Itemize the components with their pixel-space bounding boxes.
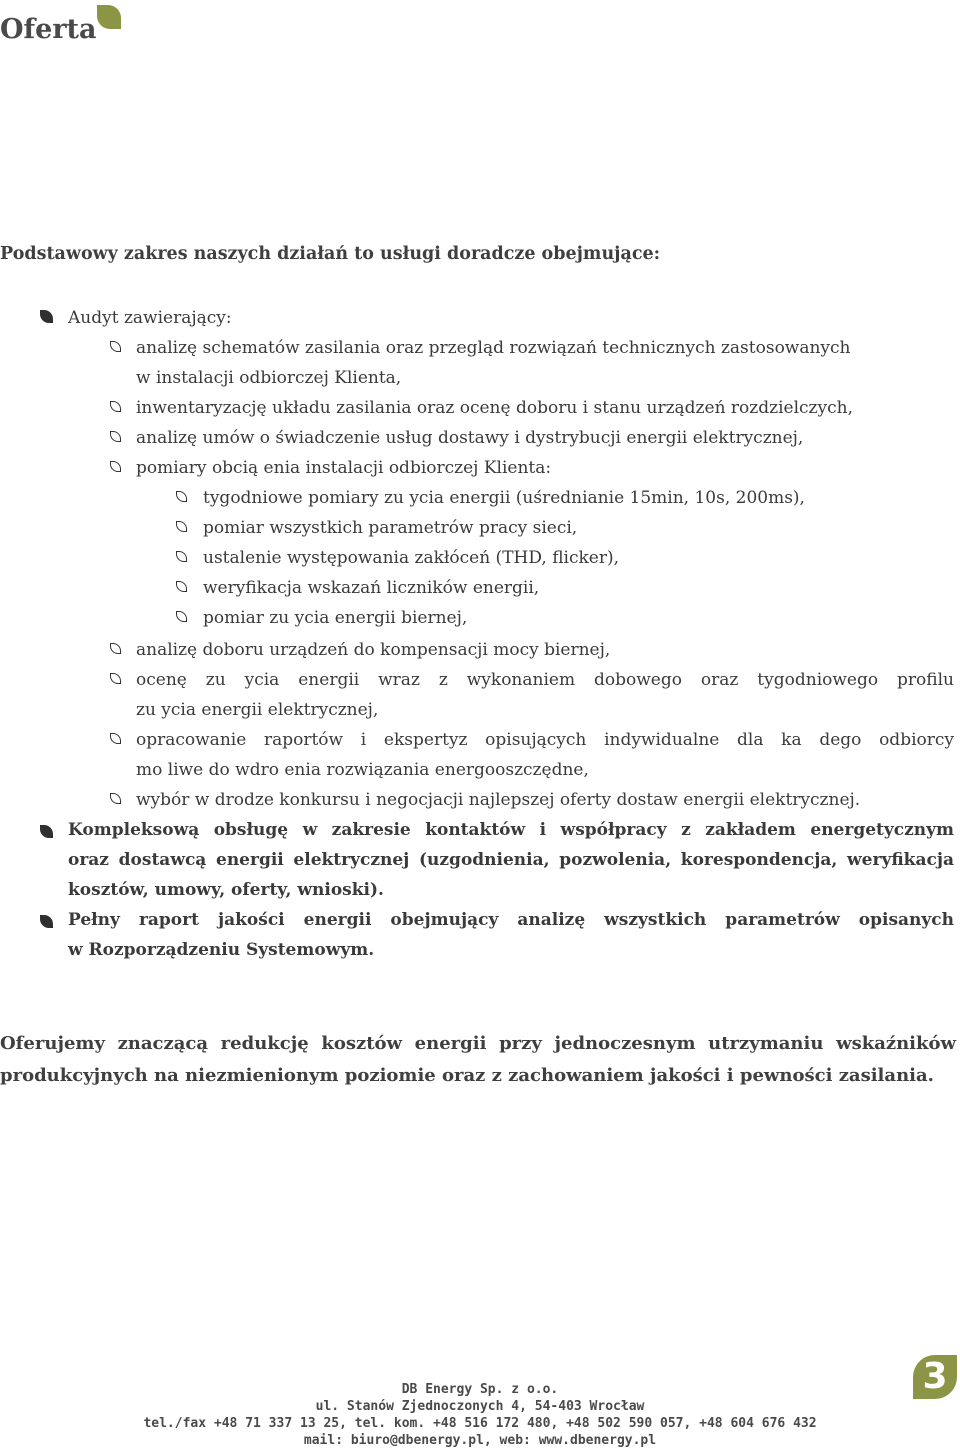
list-item: opracowanie raportów i ekspertyz opisujących indywidualne dla ka dego odbiorcy xyxy=(136,730,954,750)
bullet-outline-icon xyxy=(110,673,121,684)
list-item-continuation: kosztów, umowy, oferty, wnioski). xyxy=(68,880,384,900)
bullet-outline-icon xyxy=(176,611,187,622)
bullet-filled-icon xyxy=(40,915,53,928)
list-item: ocenę zu ycia energii wraz z wykonaniem dobowego oraz tygodniowego profilu xyxy=(136,670,954,690)
page-title: Oferta xyxy=(0,14,97,45)
list-item-continuation: zu ycia energii elektrycznej, xyxy=(136,700,379,720)
footer-address: ul. Stanów Zjednoczonych 4, 54-403 Wrocław xyxy=(315,1399,645,1414)
list-item: Pełny raport jakości energii obejmujący analizę wszystkich parametrów opisanych xyxy=(68,910,954,930)
bullet-outline-icon xyxy=(176,521,187,532)
footer-contact: mail: biuro@dbenergy.pl, web: www.dbenergy.pl xyxy=(303,1433,657,1448)
list-item: Kompleksową obsługę w zakresie kontaktów i współpracy z zakładem energetycznym xyxy=(68,820,954,840)
list-item-continuation: w Rozporządzeniu Systemowym. xyxy=(68,940,375,960)
list-item-continuation: oraz dostawcą energii elektrycznej (uzgodnienia, pozwolenia, korespondencja, weryfikacja xyxy=(68,850,954,870)
sub-list-item: tygodniowe pomiary zu ycia energii (uśrednianie 15min, 10s, 200ms), xyxy=(203,488,805,508)
list-item: analizę schematów zasilania oraz przegląd rozwiązań technicznych zastosowanych xyxy=(136,338,851,358)
bullet-outline-icon xyxy=(110,733,121,744)
list-item: analizę doboru urządzeń do kompensacji mocy biernej, xyxy=(136,640,611,660)
page-number-badge: 3 xyxy=(913,1355,957,1399)
bullet-outline-icon xyxy=(110,401,121,412)
bullet-outline-icon xyxy=(176,551,187,562)
list-item: analizę umów o świadczenie usług dostawy i dystrybucji energii elektrycznej, xyxy=(136,428,804,448)
bullet-outline-icon xyxy=(110,461,121,472)
sub-list-item: weryfikacja wskazań liczników energii, xyxy=(203,578,540,598)
list-item-continuation: mo liwe do wdro enia rozwiązania energooszczędne, xyxy=(136,760,589,780)
sub-list-item: pomiar zu ycia energii biernej, xyxy=(203,608,468,628)
sub-list-item: ustalenie występowania zakłóceń (THD, flicker), xyxy=(203,548,620,568)
intro-text: Podstawowy zakres naszych działań to usługi doradcze obejmujące: xyxy=(0,244,661,264)
bullet-filled-icon xyxy=(40,825,53,838)
list-item-continuation: w instalacji odbiorczej Klienta, xyxy=(136,368,402,388)
bullet-outline-icon xyxy=(110,431,121,442)
list-item: wybór w drodze konkursu i negocjacji najlepszej oferty dostaw energii elektrycznej. xyxy=(136,790,861,810)
closing-paragraph: Oferujemy znaczącą redukcję kosztów energii przy jednoczesnym utrzymaniu wskaźników produkcyjnych na niezmienionym poziomie oraz z zachowaniem jakości i pewności zasilania. xyxy=(0,1033,956,1086)
bullet-outline-icon xyxy=(110,643,121,654)
bullet-outline-icon xyxy=(110,341,121,352)
footer-phones: tel./fax +48 71 337 13 25, tel. kom. +48 516 172 480, +48 502 590 057, +48 604 676 432 xyxy=(143,1416,817,1431)
bullet-outline-icon xyxy=(176,581,187,592)
list-item: inwentaryzację układu zasilania oraz ocenę doboru i stanu urządzeń rozdzielczych, xyxy=(136,398,853,418)
list-item: pomiary obcią enia instalacji odbiorczej Klienta: xyxy=(136,458,552,478)
footer-company: DB Energy Sp. z o.o. xyxy=(401,1382,559,1397)
sub-list-item: pomiar wszystkich parametrów pracy sieci, xyxy=(203,518,578,538)
audit-heading: Audyt zawierający: xyxy=(68,308,232,328)
bullet-outline-icon xyxy=(110,793,121,804)
bullet-outline-icon xyxy=(176,491,187,502)
leaf-icon xyxy=(97,5,121,29)
bullet-filled-icon xyxy=(40,310,53,323)
